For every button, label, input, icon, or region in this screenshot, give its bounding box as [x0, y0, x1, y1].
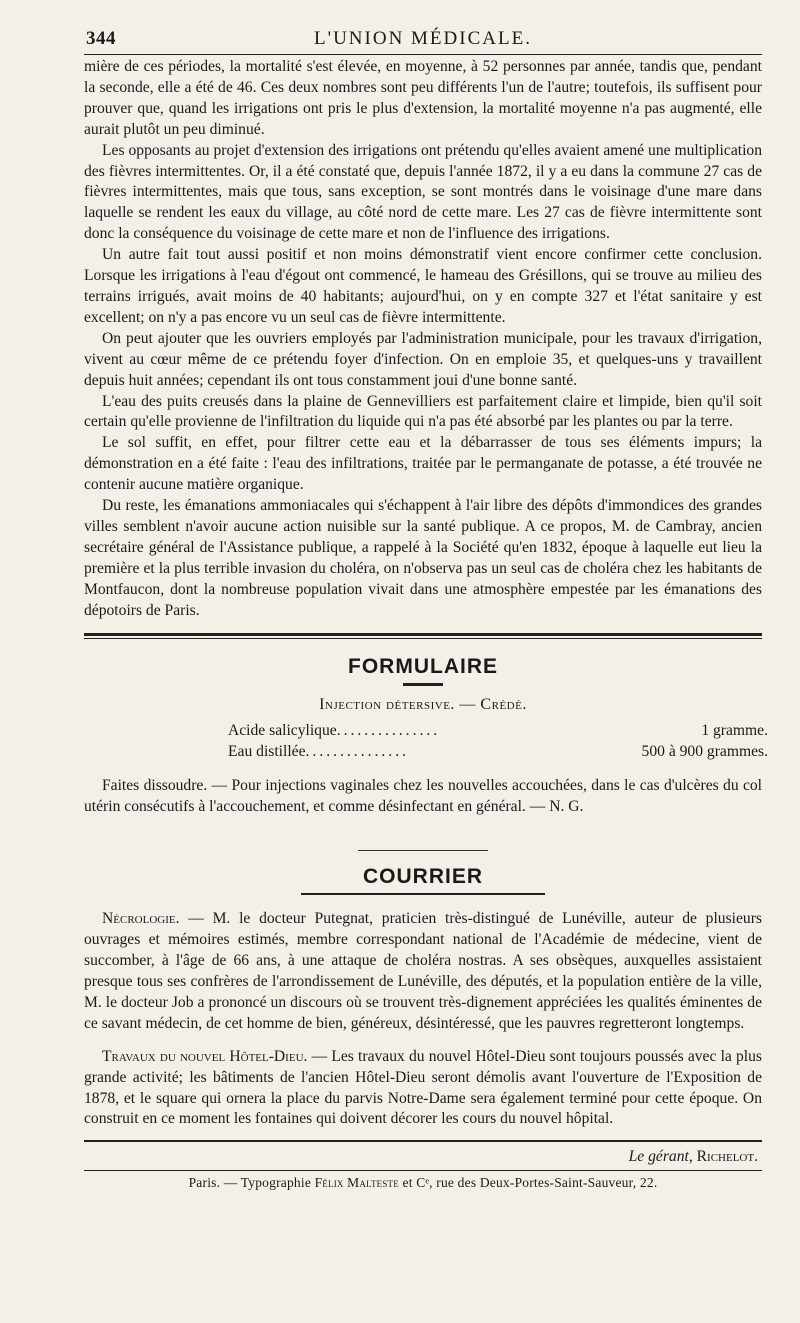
- article-paragraph: Le sol suffit, en effet, pour filtrer cette eau et la débarrasser de tous ses éléments impurs; la démonstration en a été faite : l'eau des infiltrations, traitée par le permanganate de potasse, a été trouvée ne contenir aucune matière organique.: [84, 434, 762, 494]
- running-head: [84, 24, 762, 55]
- ingredient-name: Acide salicylique: [228, 722, 337, 740]
- ingredient-quantity: 1 gramme.: [701, 722, 768, 740]
- ingredient-row: [228, 741, 768, 762]
- signature-role: Le gérant,: [628, 1148, 693, 1166]
- news-lead: Nécrologie.: [102, 910, 180, 928]
- article-paragraph: On peut ajouter que les ouvriers employés par l'administration municipale, pour les travaux d'irrigation, vivent au cœur même de ce prétendu foyer d'infection. On en emploie 35, et quelques-uns y travaillent depuis huit années; cependant ils ont tous constamment joui d'une bonne santé.: [84, 329, 762, 389]
- article-paragraph: mière de ces périodes, la mortalité s'est élevée, en moyenne, à 52 personnes par année, tandis que, pendant la seconde, elle a été de 46. Ces deux nombres sont peu différents l'un de l'autre; toutefois, ils suffisent pour prouver que, quand les irrigations ont pris le plus d'extension, la mortalité moyenne n'a pas augmenté, elle aurait plutôt un peu diminué.: [84, 58, 762, 138]
- ingredient-quantity: 500 à 900 grammes.: [641, 743, 768, 761]
- leader-dots: ...............: [336, 722, 441, 740]
- signature-name: Richelot.: [696, 1148, 758, 1166]
- news-text: — Les travaux du nouvel Hôtel-Dieu sont toujours poussés avec la plus grande activité; les bâtiments de l'ancien Hôtel-Dieu seront démolis avant l'ouverture de l'Exposition de 1878, et le square qui ornera la place du parvis Notre-Dame sera également terminé pour cette époque. On construit en ce moment les fontaines qui doivent décorer les cours du nouvel hôpital.: [84, 1047, 762, 1128]
- courrier-news: [84, 909, 762, 1130]
- news-item: [84, 909, 762, 1034]
- section-divider: [84, 1170, 762, 1171]
- news-text: — M. le docteur Putegnat, praticien très-distingué de Lunéville, auteur de plusieurs ouvrages et mémoires estimés, membre correspondant national de l'Académie de médecine, vient de succomber, à l'âge de 66 ans, à une attaque de choléra nostras. A ses obsèques, auxquelles assistaient presque tous ses confrères de l'arrondissement de Lunéville, des députés, et la population entière de la ville, M. le docteur Job a prononcé un discours où se trouvent très-dignement appréciées les qualités éminentes de ce savant médecin, de cet homme de bien, généreux, désintéressé, que les pauvres regretteront longtemps.: [84, 910, 762, 1032]
- article-paragraph: Les opposants au projet d'extension des irrigations ont prétendu qu'elles avaient amené une multiplication des fièvres intermittentes. Or, il a été constaté que, depuis l'année 1872, il y a eu dans la commune 27 cas de fièvres intermittentes, mais que tous, sans exception, se sont montrés dans le voisinage d'une mare dans laquelle se rendent les eaux du village, au côté nord de cette mare. Les 27 cas de fièvre intermittente sont donc la conséquence du voisinage de cette mare et non de l'influence des irrigations.: [84, 141, 762, 243]
- article-paragraph: Un autre fait tout aussi positif et non moins démonstratif vient encore confirmer cette conclusion. Lorsque les irrigations à l'eau d'égout ont commencé, le hameau des Grésillons, qui se trouve au milieu des terrains irrigués, avait moins de 40 habitants; aujourd'hui, on y en compte 327 et l'état sanitaire y est excellent; on n'y a pas encore vu un seul cas de fièvre intermittente.: [84, 246, 762, 326]
- journal-title: L'UNION MÉDICALE.: [314, 28, 532, 49]
- leader-dots: ...............: [305, 743, 409, 761]
- courrier-heading: COURRIER: [362, 865, 483, 889]
- article-paragraph: Du reste, les émanations ammoniacales qui s'échappent à l'air libre des dépôts d'immondices des grandes villes semblent n'avoir aucune action nuisible sur la santé publique. A ce propos, M. de Cambray, ancien secrétaire général de l'Assistance publique, a rappelé à la Société qu'en 1832, époque à laquelle eut lieu la première et la plus terrible invasion du choléra, on n'observa pas un seul cas de choléra chez les habitants de Montfaucon, dont la nombreuse population vivait dans une atmosphère empestée par les émanations des dépotoirs de Paris.: [84, 497, 762, 619]
- heading-underline: [403, 683, 443, 686]
- imprint-address: et Cᵉ, rue des Deux-Portes-Saint-Sauveur, 22.: [398, 1175, 658, 1191]
- section-divider: [84, 1140, 762, 1142]
- imprint-city: Paris. — Typographie: [188, 1175, 315, 1191]
- formulaire-heading: FORMULAIRE: [348, 655, 498, 679]
- imprint-printer: Félix Malteste: [314, 1175, 399, 1191]
- signature: [84, 1148, 758, 1166]
- recipe-title: Injection détersive. — Crédé.: [319, 696, 527, 714]
- news-lead: Travaux du nouvel Hôtel-Dieu.: [102, 1047, 308, 1065]
- article-paragraph: L'eau des puits creusés dans la plaine de Gennevilliers est parfaitement claire et limpide, bien qu'il soit certain qu'elle provienne de l'infiltration du liquide qui n'a pas été absorbé par les plantes ou par la terre.: [84, 392, 762, 431]
- ingredient-row: [228, 720, 768, 741]
- news-item: [84, 1047, 762, 1131]
- formulaire-note-text: Faites dissoudre. — Pour injections vaginales chez les nouvelles accouchées, dans le cas d'ulcères du col utérin consécutifs à l'accouchement, et comme désinfectant en général. — N. G.: [84, 777, 762, 816]
- ingredient-name: Eau distillée: [228, 743, 306, 761]
- printer-imprint: [84, 1175, 762, 1191]
- article-body: [84, 57, 762, 621]
- page-number: 344: [86, 28, 116, 49]
- section-divider: [358, 850, 488, 851]
- formulaire-note: [84, 776, 762, 818]
- section-divider: [84, 633, 762, 639]
- heading-underline: [301, 893, 545, 895]
